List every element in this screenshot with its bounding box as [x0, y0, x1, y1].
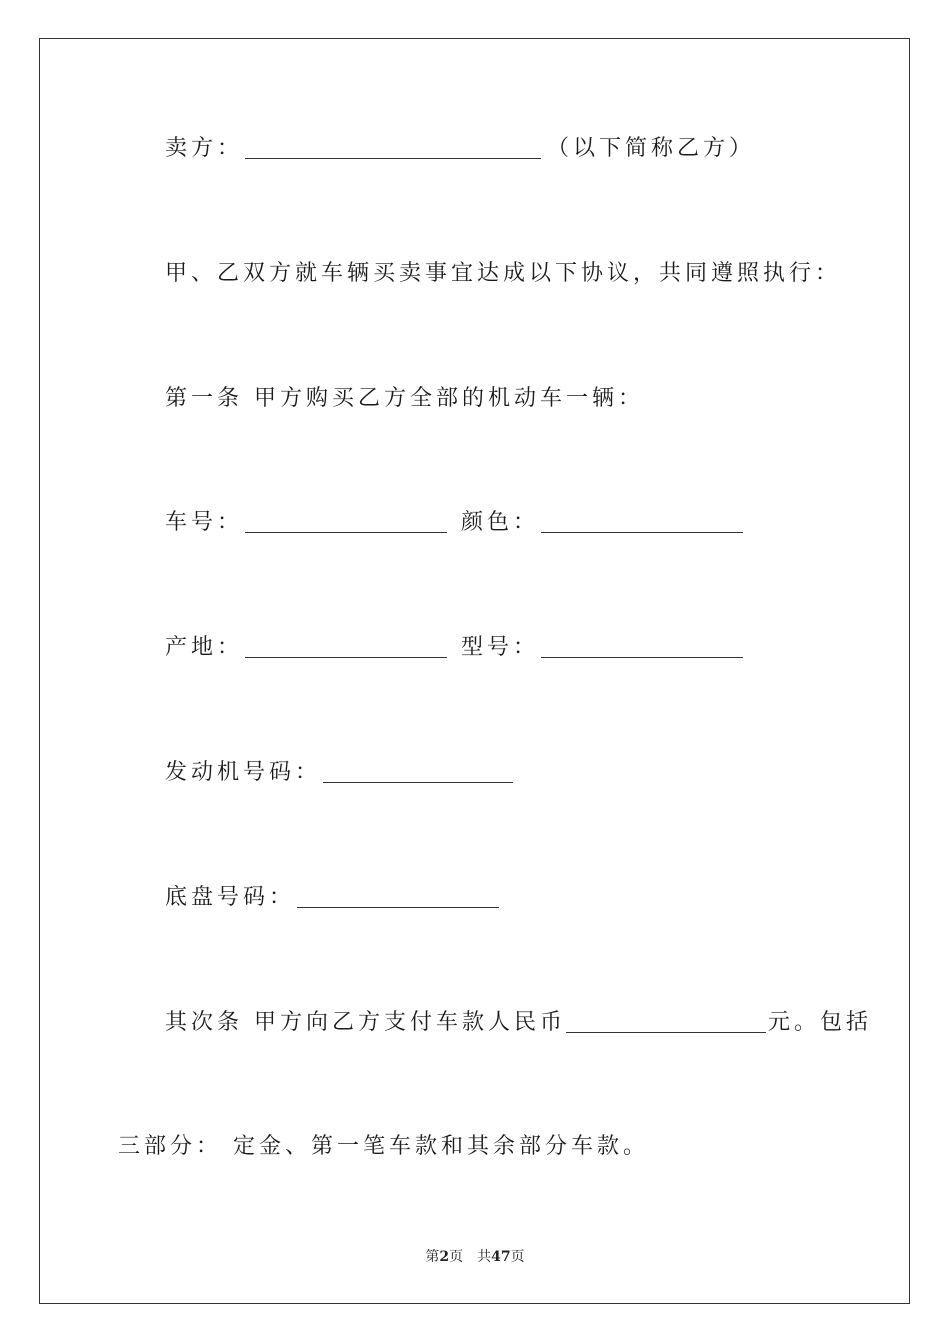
plate-color-line: [165, 508, 749, 538]
plate-blank[interactable]: [245, 512, 447, 533]
model-blank[interactable]: [541, 637, 743, 658]
article-2: [165, 1008, 872, 1038]
origin-model-line: [165, 633, 749, 663]
footer-total-prefix: 共: [477, 1249, 492, 1265]
seller-suffix: （以下简称乙方）: [547, 136, 756, 161]
engine-label: 发动机号码：: [165, 760, 322, 785]
article-1-text: 第一条 甲方购买乙方全部的机动车一辆：: [165, 386, 644, 411]
intro-text: 甲、乙双方就车辆买卖事宜达成以下协议，共同遵照执行：: [165, 261, 842, 286]
footer-total-suffix: 页: [510, 1249, 525, 1265]
plate-label: 车号：: [165, 510, 244, 535]
article-1: [165, 384, 644, 414]
chassis-blank[interactable]: [297, 887, 499, 908]
color-blank[interactable]: [541, 512, 743, 533]
article-2-suffix: 元。包括: [768, 1010, 873, 1035]
article-2-continued: [118, 1132, 649, 1162]
chassis-line: [165, 883, 505, 913]
footer-page-prefix: 第: [425, 1249, 440, 1265]
article-2-cont-text: 三部分： 定金、第一笔车款和其余部分车款。: [118, 1134, 649, 1159]
amount-blank[interactable]: [566, 1012, 766, 1033]
seller-label: 卖方：: [165, 136, 244, 161]
origin-label: 产地：: [165, 635, 244, 660]
footer-page-number: 2: [439, 1249, 450, 1265]
seller-line: [165, 134, 755, 164]
page-border: [39, 38, 910, 1304]
origin-blank[interactable]: [245, 637, 447, 658]
seller-blank[interactable]: [245, 138, 541, 159]
footer-total-pages: 47: [491, 1249, 511, 1265]
intro-paragraph: [165, 259, 841, 289]
page-footer: [0, 1246, 950, 1266]
color-label: 颜色：: [461, 510, 540, 535]
footer-page-suffix: 页: [449, 1249, 464, 1265]
engine-line: [165, 758, 519, 788]
model-label: 型号：: [461, 635, 540, 660]
engine-blank[interactable]: [323, 762, 513, 783]
chassis-label: 底盘号码：: [165, 885, 296, 910]
article-2-prefix: 其次条 甲方向乙方支付车款人民币: [165, 1010, 566, 1035]
